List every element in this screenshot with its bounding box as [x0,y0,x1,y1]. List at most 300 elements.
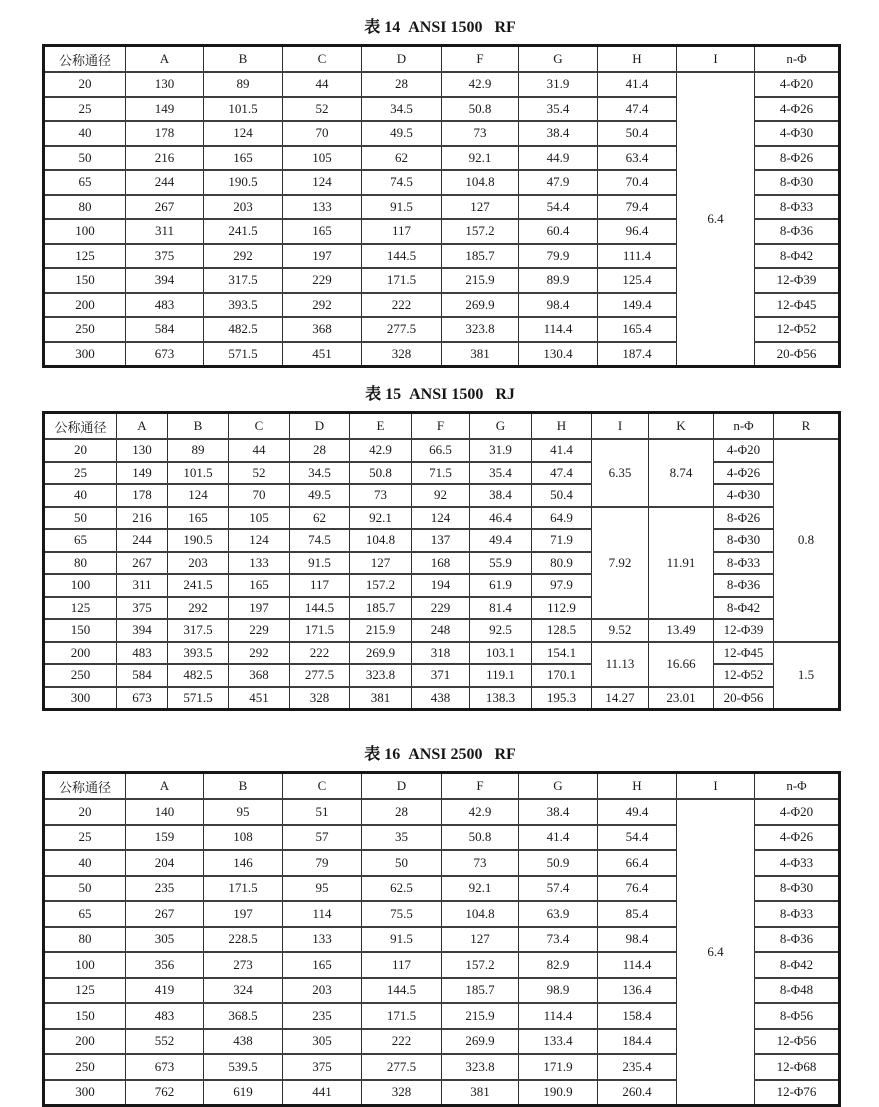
column-header: D [362,46,442,73]
table-cell: 215.9 [442,268,519,293]
table-cell: 4-Φ33 [755,850,840,876]
table-cell: 79 [283,850,362,876]
table-cell: 311 [126,219,204,244]
table-cell: 57 [283,825,362,851]
table-cell: 130.4 [519,342,598,367]
table-cell: 66.5 [412,439,470,462]
table-cell: 150 [44,619,117,642]
table-cell: 117 [290,574,350,597]
table-cell: 4-Φ20 [755,72,840,97]
table-cell: 539.5 [204,1054,283,1080]
table-cell: 203 [168,552,229,575]
table-cell: 46.4 [470,507,532,530]
table-cell: 50.8 [442,97,519,122]
table-cell: 133 [283,195,362,220]
table-cell: 50.8 [350,462,412,485]
table-cell: 222 [362,1029,442,1055]
table-cell: 269.9 [442,293,519,318]
table-cell: 38.4 [470,484,532,507]
table-cell: 165 [204,146,283,171]
table-row [44,529,840,552]
merged-cell: 7.92 [592,507,649,620]
table-cell: 12-Φ52 [714,664,774,687]
header-row [44,46,840,73]
table-cell: 195.3 [532,687,592,710]
table-cell: 12-Φ45 [714,642,774,665]
column-header: n-Φ [755,773,840,800]
table-cell: 229 [229,619,290,642]
table-cell: 267 [126,901,204,927]
table-cell: 216 [117,507,168,530]
table-cell: 269.9 [442,1029,519,1055]
table-cell: 12-Φ45 [755,293,840,318]
table-cell: 482.5 [168,664,229,687]
table-ansi-1500-rf [42,44,841,368]
table-cell: 168 [412,552,470,575]
header-row [44,773,840,800]
column-header: B [204,773,283,800]
table-cell: 185.7 [442,244,519,269]
table-cell: 92.5 [470,619,532,642]
table-row [44,799,840,825]
table-cell: 149.4 [598,293,677,318]
table-cell: 125 [44,978,126,1004]
table-cell: 112.9 [532,597,592,620]
table-cell: 98.4 [598,927,677,953]
merged-cell: 11.13 [592,642,649,687]
table-cell: 200 [44,1029,126,1055]
table-cell: 178 [117,484,168,507]
table-cell: 170.1 [532,664,592,687]
table-cell: 73.4 [519,927,598,953]
table-cell: 8-Φ36 [755,219,840,244]
table-cell: 35.4 [470,462,532,485]
table-cell: 571.5 [204,342,283,367]
column-header: C [229,413,290,440]
table-cell: 381 [442,1080,519,1106]
table-cell: 127 [442,195,519,220]
table-cell: 190.9 [519,1080,598,1106]
table-cell: 119.1 [470,664,532,687]
column-header: I [677,46,755,73]
table-cell: 63.9 [519,901,598,927]
table-cell: 8-Φ42 [714,597,774,620]
merged-cell: 8.74 [649,439,714,507]
table-cell: 235.4 [598,1054,677,1080]
table-cell: 184.4 [598,1029,677,1055]
table-cell: 146 [204,850,283,876]
table-cell: 20 [44,439,117,462]
table-cell: 375 [117,597,168,620]
table-cell: 108 [204,825,283,851]
table-cell: 57.4 [519,876,598,902]
table-cell: 200 [44,642,117,665]
table-cell: 136.4 [598,978,677,1004]
column-header: C [283,773,362,800]
column-header: A [126,773,204,800]
table-cell: 8-Φ42 [755,244,840,269]
table-cell: 328 [290,687,350,710]
column-header: B [204,46,283,73]
column-header: F [442,773,519,800]
table-cell: 74.5 [290,529,350,552]
table-cell: 305 [126,927,204,953]
merged-cell: 13.49 [649,619,714,642]
table-cell: 20 [44,72,126,97]
table-cell: 149 [117,462,168,485]
table-cell: 80 [44,927,126,953]
table-cell: 8-Φ36 [714,574,774,597]
table-cell: 127 [350,552,412,575]
table-cell: 150 [44,268,126,293]
table-cell: 159 [126,825,204,851]
table-cell: 8-Φ33 [714,552,774,575]
table-cell: 138.3 [470,687,532,710]
table-cell: 117 [362,952,442,978]
table-cell: 60.4 [519,219,598,244]
table-cell: 54.4 [519,195,598,220]
table-cell: 34.5 [362,97,442,122]
column-header: D [290,413,350,440]
table-cell: 368.5 [204,1003,283,1029]
table-cell: 124 [283,170,362,195]
table-cell: 51 [283,799,362,825]
table-cell: 49.4 [598,799,677,825]
table-cell: 451 [229,687,290,710]
table-cell: 114.4 [519,317,598,342]
table-cell: 130 [126,72,204,97]
table-cell: 144.5 [362,244,442,269]
table-cell: 328 [362,342,442,367]
table-cell: 356 [126,952,204,978]
table-cell: 4-Φ26 [714,462,774,485]
table-cell: 165 [168,507,229,530]
table-16-title: 表 16 ANSI 2500 RF [364,746,516,763]
table-cell: 114 [283,901,362,927]
column-header: D [362,773,442,800]
table-cell: 292 [229,642,290,665]
table-row [44,664,840,687]
table-cell: 441 [283,1080,362,1106]
table-cell: 149 [126,97,204,122]
table-cell: 101.5 [168,462,229,485]
column-header: H [598,46,677,73]
table-cell: 100 [44,219,126,244]
table-cell: 12-Φ52 [755,317,840,342]
table-cell: 381 [442,342,519,367]
table-cell: 38.4 [519,121,598,146]
table-cell: 368 [229,664,290,687]
table-cell: 323.8 [442,1054,519,1080]
table-cell: 4-Φ20 [714,439,774,462]
table-cell: 62.5 [362,876,442,902]
table-cell: 292 [283,293,362,318]
table-cell: 165 [229,574,290,597]
table-cell: 117 [362,219,442,244]
table-cell: 673 [117,687,168,710]
table-cell: 8-Φ33 [755,195,840,220]
table-cell: 185.7 [442,978,519,1004]
column-header: n-Φ [755,46,840,73]
column-header: G [519,46,598,73]
table-cell: 125 [44,597,117,620]
table-cell: 71.5 [412,462,470,485]
table-cell: 375 [283,1054,362,1080]
table-cell: 197 [229,597,290,620]
table-cell: 40 [44,121,126,146]
table-cell: 250 [44,664,117,687]
table-cell: 47.4 [532,462,592,485]
table-cell: 158.4 [598,1003,677,1029]
table-cell: 103.1 [470,642,532,665]
table-cell: 305 [283,1029,362,1055]
table-cell: 200 [44,293,126,318]
table-cell: 20 [44,799,126,825]
table-14-title: 表 14 ANSI 1500 RF [364,19,516,36]
table-cell: 44 [229,439,290,462]
column-header: 公称通径 [44,773,126,800]
table-cell: 4-Φ26 [755,825,840,851]
merged-cell: 1.5 [774,642,840,710]
table-cell: 54.4 [598,825,677,851]
table-cell: 165 [283,219,362,244]
table-cell: 66.4 [598,850,677,876]
table-cell: 104.8 [442,901,519,927]
table-cell: 260.4 [598,1080,677,1106]
table-cell: 451 [283,342,362,367]
table-cell: 41.4 [532,439,592,462]
merged-cell: 9.52 [592,619,649,642]
table-cell: 4-Φ20 [755,799,840,825]
table-cell: 91.5 [362,195,442,220]
table-cell: 76.4 [598,876,677,902]
table-cell: 31.9 [519,72,598,97]
table-cell: 171.5 [362,1003,442,1029]
table-cell: 8-Φ33 [755,901,840,927]
table-cell: 8-Φ36 [755,927,840,953]
table-cell: 42.9 [442,72,519,97]
table-cell: 28 [362,799,442,825]
column-header: H [598,773,677,800]
table-cell: 65 [44,170,126,195]
table-cell: 584 [126,317,204,342]
table-cell: 133 [229,552,290,575]
table-cell: 222 [290,642,350,665]
table-cell: 124 [229,529,290,552]
table-cell: 185.7 [350,597,412,620]
table-cell: 318 [412,642,470,665]
table-cell: 52 [229,462,290,485]
table-cell: 92.1 [442,146,519,171]
table-row [44,72,840,97]
table-cell: 62 [290,507,350,530]
column-header: C [283,46,362,73]
table-cell: 55.9 [470,552,532,575]
table-cell: 50 [362,850,442,876]
table-cell: 133 [283,927,362,953]
column-header: H [532,413,592,440]
table-cell: 111.4 [598,244,677,269]
table-cell: 394 [126,268,204,293]
column-header: A [126,46,204,73]
table-row [44,597,840,620]
table-cell: 20-Φ56 [755,342,840,367]
table-cell: 41.4 [598,72,677,97]
table-cell: 273 [204,952,283,978]
table-cell: 229 [412,597,470,620]
table-cell: 248 [412,619,470,642]
table-cell: 323.8 [350,664,412,687]
table-cell: 128.5 [532,619,592,642]
table-cell: 144.5 [290,597,350,620]
table-cell: 70 [229,484,290,507]
column-header: 公称通径 [44,413,117,440]
table-cell: 267 [126,195,204,220]
table-cell: 98.4 [519,293,598,318]
table-cell: 62 [362,146,442,171]
table-cell: 65 [44,529,117,552]
table-cell: 125 [44,244,126,269]
table-cell: 267 [117,552,168,575]
table-cell: 49.5 [290,484,350,507]
table-cell: 762 [126,1080,204,1106]
table-cell: 47.9 [519,170,598,195]
table-cell: 197 [283,244,362,269]
table-cell: 317.5 [204,268,283,293]
column-header: F [412,413,470,440]
table-cell: 63.4 [598,146,677,171]
table-cell: 100 [44,574,117,597]
table-cell: 50.8 [442,825,519,851]
table-cell: 105 [229,507,290,530]
table-cell: 127 [442,927,519,953]
table-cell: 229 [283,268,362,293]
table-cell: 300 [44,342,126,367]
table-cell: 311 [117,574,168,597]
table-cell: 165 [283,952,362,978]
table-cell: 171.5 [362,268,442,293]
table-cell: 8-Φ26 [714,507,774,530]
table-cell: 4-Φ26 [755,97,840,122]
table-cell: 171.5 [204,876,283,902]
table-cell: 292 [204,244,283,269]
table-row [44,484,840,507]
table-cell: 140 [126,799,204,825]
table-cell: 215.9 [350,619,412,642]
table-row [44,687,840,710]
table-cell: 8-Φ56 [755,1003,840,1029]
table-cell: 92.1 [350,507,412,530]
column-header: E [350,413,412,440]
table-cell: 92.1 [442,876,519,902]
table-cell: 12-Φ56 [755,1029,840,1055]
table-row [44,642,840,665]
table-cell: 216 [126,146,204,171]
table-cell: 50.9 [519,850,598,876]
table-cell: 8-Φ26 [755,146,840,171]
table-cell: 323.8 [442,317,519,342]
table-cell: 79.9 [519,244,598,269]
table-cell: 419 [126,978,204,1004]
table-cell: 125.4 [598,268,677,293]
table-cell: 47.4 [598,97,677,122]
table-row [44,619,840,642]
table-cell: 203 [204,195,283,220]
table-cell: 25 [44,97,126,122]
table-cell: 150 [44,1003,126,1029]
table-cell: 75.5 [362,901,442,927]
column-header: F [442,46,519,73]
table-cell: 42.9 [442,799,519,825]
table-cell: 71.9 [532,529,592,552]
table-cell: 81.4 [470,597,532,620]
table-cell: 483 [126,293,204,318]
table-row [44,462,840,485]
table-cell: 244 [117,529,168,552]
table-cell: 171.9 [519,1054,598,1080]
table-cell: 101.5 [204,97,283,122]
column-header: K [649,413,714,440]
table-cell: 8-Φ30 [714,529,774,552]
table-cell: 673 [126,1054,204,1080]
table-cell: 438 [204,1029,283,1055]
table-cell: 40 [44,850,126,876]
table-cell: 124 [204,121,283,146]
table-cell: 375 [126,244,204,269]
table-cell: 73 [442,850,519,876]
table-cell: 96.4 [598,219,677,244]
table-cell: 28 [290,439,350,462]
column-header: n-Φ [714,413,774,440]
table-cell: 80.9 [532,552,592,575]
table-cell: 552 [126,1029,204,1055]
table-cell: 228.5 [204,927,283,953]
table-cell: 50.4 [532,484,592,507]
merged-cell: 16.66 [649,642,714,687]
table-cell: 250 [44,317,126,342]
table-cell: 277.5 [362,1054,442,1080]
table-cell: 98.9 [519,978,598,1004]
merged-cell: 6.35 [592,439,649,507]
table-cell: 277.5 [362,317,442,342]
table-cell: 79.4 [598,195,677,220]
table-cell: 584 [117,664,168,687]
table-cell: 74.5 [362,170,442,195]
table-cell: 277.5 [290,664,350,687]
table-cell: 73 [350,484,412,507]
table-row [44,439,840,462]
table-cell: 317.5 [168,619,229,642]
table-row [44,552,840,575]
table-cell: 49.4 [470,529,532,552]
table-cell: 371 [412,664,470,687]
table-cell: 4-Φ30 [755,121,840,146]
merged-cell: 0.8 [774,439,840,642]
table-cell: 80 [44,195,126,220]
table-cell: 124 [412,507,470,530]
table-cell: 235 [283,1003,362,1029]
table-cell: 25 [44,462,117,485]
table-cell: 190.5 [168,529,229,552]
table-cell: 104.8 [442,170,519,195]
table-cell: 154.1 [532,642,592,665]
table-cell: 80 [44,552,117,575]
table-cell: 8-Φ48 [755,978,840,1004]
table-cell: 328 [362,1080,442,1106]
merged-cell: 14.27 [592,687,649,710]
table-cell: 300 [44,1080,126,1106]
table-cell: 85.4 [598,901,677,927]
